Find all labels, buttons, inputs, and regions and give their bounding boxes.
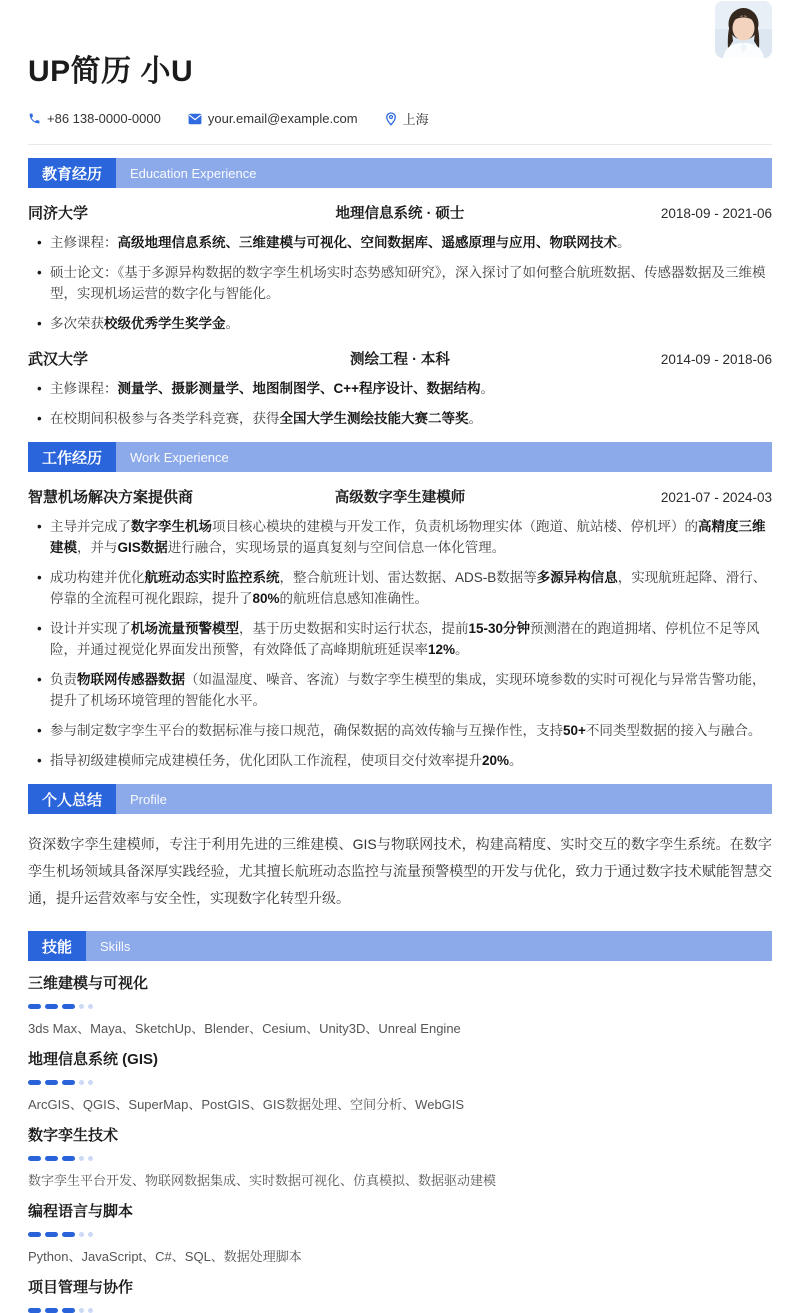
plain-text: 。	[509, 753, 523, 768]
plain-text: 主修课程：	[50, 235, 118, 250]
skill-detail: 3ds Max、Maya、SketchUp、Blender、Cesium、Unity3D、Unreal Engine	[28, 1021, 461, 1036]
section-header-skills	[28, 931, 772, 961]
level-filled-segment	[45, 1080, 58, 1085]
contact-phone-value: +86 138-0000-0000	[47, 111, 161, 126]
plain-text: 。	[480, 381, 495, 396]
level-empty-segment	[79, 1232, 84, 1237]
bullet-marker: •	[37, 381, 42, 396]
level-empty-segment	[79, 1080, 84, 1085]
work-organization: 智慧机场解决方案提供商	[28, 489, 194, 506]
plain-text: ，整合航班计划、雷达数据、ADS-B数据等	[279, 570, 537, 585]
skill-level-bar	[28, 1308, 772, 1313]
plain-text: ，并与	[77, 540, 118, 555]
emphasis-text: 数字孪生机场	[131, 519, 212, 534]
work-bullet-list	[28, 516, 772, 771]
bullet-text	[50, 408, 772, 429]
profile-summary: 资深数字孪生建模师，专注于利用先进的三维建模、GIS与物联网技术，构建高精度、实时交互的数字孪生系统。在数字孪生机场领域具备深厚实践经验，尤其擅长航班动态监控与流量预警模型的开发与优化，致力于通过数字技术赋能智慧交通，提升运营效率与安全性，实现数字化转型升级。	[28, 836, 772, 906]
plain-text: 预测潜在的跑道拥堵、停机位不足等风险，并通过视觉化界面发出预警，有效降低了高峰期航班延误率	[50, 621, 760, 657]
education-role: 测绘工程 · 本科	[350, 352, 450, 368]
plain-text: 设计并实现了	[50, 621, 131, 636]
plain-text: 参与制定数字孪生平台的数据标准与接口规范，确保数据的高效传输与互操作性，支持	[50, 723, 563, 738]
level-filled-segment	[62, 1156, 75, 1161]
plain-text: 硕士论文：《基于多源异构数据的数字孪生机场实时态势感知研究》，深入探讨了如何整合航班数据、传感器数据及三维模型，实现机场运营的数字化与智能化。	[50, 265, 766, 301]
section-title-zh: 个人总结	[28, 784, 116, 814]
education-bullet-list	[28, 232, 772, 334]
bullet-text	[50, 750, 772, 771]
emphasis-text: 高级地理信息系统、三维建模与可视化、空间数据库、遥感原理与应用、物联网技术	[117, 235, 617, 250]
level-filled-segment	[28, 1308, 41, 1313]
avatar-illustration	[715, 1, 772, 58]
level-empty-segment	[88, 1232, 93, 1237]
emphasis-text: 12%	[428, 642, 456, 657]
bullet-item	[28, 232, 772, 253]
bullet-item	[28, 378, 772, 399]
plain-text: 。	[468, 411, 482, 426]
emphasis-text: 物联网传感器数据	[77, 672, 185, 687]
plain-text: 项目核心模块的建模与开发工作，负责机场物理实体（跑道、航站楼、停机坪）的	[212, 519, 698, 534]
level-empty-segment	[88, 1004, 93, 1009]
plain-text: 指导初级建模师完成建模任务，优化团队工作流程，使项目交付效率提升	[50, 753, 482, 768]
education-dates: 2018-09 - 2021-06	[660, 206, 772, 221]
emphasis-text: 多源异构信息	[536, 570, 618, 585]
plain-text: 主导并完成了	[50, 519, 131, 534]
bullet-text	[50, 669, 772, 711]
phone-icon	[28, 112, 41, 125]
section-title-zh: 工作经历	[28, 442, 116, 472]
plain-text: 。	[455, 642, 469, 657]
level-empty-segment	[88, 1308, 93, 1313]
plain-text: 主修课程：	[50, 381, 118, 396]
contact-location-value: 上海	[402, 112, 429, 127]
skills-list	[28, 974, 772, 1313]
bullet-marker: •	[37, 316, 42, 331]
plain-text: 成功构建并优化	[50, 570, 145, 585]
bullet-text	[50, 313, 772, 334]
section-title-en: Work Experience	[116, 442, 772, 472]
emphasis-text: 全国大学生测绘技能大赛二等奖	[279, 411, 469, 426]
bullet-text	[50, 618, 772, 660]
bullet-marker: •	[37, 621, 42, 636]
bullet-text	[50, 720, 772, 741]
location-pin-icon	[385, 112, 397, 126]
plain-text: 多次荣获	[50, 316, 104, 331]
section-title-zh: 技能	[28, 931, 86, 961]
education-entry-header	[28, 348, 772, 369]
education-bullet-list	[28, 378, 772, 429]
bullet-item	[28, 750, 772, 771]
bullet-text	[50, 262, 772, 304]
section-header-profile	[28, 784, 772, 814]
level-empty-segment	[79, 1004, 84, 1009]
bullet-marker: •	[37, 570, 42, 585]
education-entry-header	[28, 202, 772, 223]
skill-detail: 数字孪生平台开发、物联网数据集成、实时数据可视化、仿真模拟、数据驱动建模	[28, 1173, 497, 1188]
plain-text: （如温湿度、噪音、客流）与数字孪生模型的集成，实现环境参数的实时可视化与异常告警功能，提升了机场环境管理的智能化水平。	[50, 672, 766, 708]
level-filled-segment	[62, 1004, 75, 1009]
section-title-zh: 教育经历	[28, 158, 116, 188]
level-empty-segment	[88, 1080, 93, 1085]
bullet-item	[28, 567, 772, 609]
level-filled-segment	[62, 1232, 75, 1237]
header-divider	[28, 144, 772, 145]
work-entry-header	[28, 486, 772, 507]
emphasis-text: 校级优秀学生奖学金	[104, 316, 226, 331]
education-list	[28, 202, 772, 429]
skill-block	[28, 974, 772, 1037]
plain-text: 负责	[50, 672, 77, 687]
work-dates: 2021-07 - 2024-03	[660, 490, 772, 505]
bullet-marker: •	[37, 753, 42, 768]
plain-text: 的航班信息感知准确性。	[279, 591, 429, 606]
level-filled-segment	[62, 1080, 75, 1085]
level-filled-segment	[28, 1004, 41, 1009]
emphasis-text: 测量学、摄影测量学、地图制图学、C++程序设计、数据结构	[117, 381, 481, 396]
bullet-marker: •	[37, 265, 42, 280]
bullet-item	[28, 516, 772, 558]
skill-level-bar	[28, 1004, 772, 1009]
skill-detail: Python、JavaScript、C#、SQL、数据处理脚本	[28, 1249, 302, 1264]
plain-text: 进行融合，实现场景的逼真复刻与空间信息一体化管理。	[167, 540, 506, 555]
bullet-text	[50, 232, 772, 253]
plain-text: 。	[225, 316, 239, 331]
contact-phone	[28, 111, 161, 126]
skill-level-bar	[28, 1156, 772, 1161]
work-role: 高级数字孪生建模师	[334, 490, 466, 506]
skill-level-bar	[28, 1080, 772, 1085]
education-organization: 同济大学	[28, 205, 89, 222]
education-dates: 2014-09 - 2018-06	[660, 352, 772, 367]
level-empty-segment	[79, 1156, 84, 1161]
plain-text: 。	[617, 235, 631, 250]
contact-row	[28, 109, 772, 128]
bullet-item	[28, 720, 772, 741]
level-filled-segment	[28, 1232, 41, 1237]
level-filled-segment	[45, 1156, 58, 1161]
bullet-text	[50, 567, 772, 609]
section-header-work	[28, 442, 772, 472]
contact-location	[385, 109, 429, 128]
page-title: UP简历 小U	[28, 55, 194, 88]
level-filled-segment	[28, 1156, 41, 1161]
bullet-text	[50, 516, 772, 558]
education-organization: 武汉大学	[28, 351, 89, 368]
skill-name: 三维建模与可视化	[28, 975, 149, 992]
plain-text: ，基于历史数据和实时运行状态，提前	[239, 621, 469, 636]
bullet-text	[50, 378, 772, 399]
skill-level-bar	[28, 1232, 772, 1237]
skill-block	[28, 1278, 772, 1313]
emphasis-text: 高精度三维建模	[50, 519, 766, 555]
bullet-marker: •	[37, 519, 42, 534]
emphasis-text: 80%	[252, 591, 280, 606]
level-filled-segment	[62, 1308, 75, 1313]
level-filled-segment	[28, 1080, 41, 1085]
envelope-icon	[188, 113, 202, 125]
plain-text: ，实现航班起降、滑行、停靠的全流程可视化跟踪，提升了	[50, 570, 767, 606]
bullet-marker: •	[37, 411, 42, 426]
skill-block	[28, 1202, 772, 1265]
plain-text: 不同类型数据的接入与融合。	[585, 723, 762, 738]
contact-email	[188, 111, 358, 126]
skill-block	[28, 1126, 772, 1189]
section-title-en: Skills	[86, 931, 772, 961]
bullet-item	[28, 618, 772, 660]
section-title-en: Profile	[116, 784, 772, 814]
bullet-marker: •	[37, 235, 42, 250]
emphasis-text: 机场流量预警模型	[131, 621, 239, 636]
bullet-item	[28, 408, 772, 429]
bullet-item	[28, 262, 772, 304]
skill-detail: ArcGIS、QGIS、SuperMap、PostGIS、GIS数据处理、空间分析、WebGIS	[28, 1097, 465, 1112]
work-list	[28, 486, 772, 771]
level-filled-segment	[45, 1308, 58, 1313]
skill-name: 项目管理与协作	[28, 1279, 134, 1296]
emphasis-text: 航班动态实时监控系统	[144, 570, 280, 585]
level-filled-segment	[45, 1004, 58, 1009]
section-title-en: Education Experience	[116, 158, 772, 188]
emphasis-text: GIS数据	[117, 540, 168, 555]
plain-text: 在校期间积极参与各类学科竞赛，获得	[50, 411, 280, 426]
emphasis-text: 20%	[482, 753, 510, 768]
education-role: 地理信息系统 · 硕士	[335, 206, 465, 222]
bullet-item	[28, 313, 772, 334]
bullet-marker: •	[37, 723, 42, 738]
skill-name: 数字孪生技术	[28, 1127, 119, 1144]
bullet-item	[28, 669, 772, 711]
section-header-education	[28, 158, 772, 188]
emphasis-text: 15-30分钟	[468, 621, 531, 636]
skill-name: 地理信息系统 (GIS)	[28, 1051, 158, 1068]
emphasis-text: 50+	[563, 723, 586, 738]
level-empty-segment	[88, 1156, 93, 1161]
skill-name: 编程语言与脚本	[28, 1203, 134, 1220]
contact-email-value: your.email@example.com	[207, 111, 358, 126]
level-empty-segment	[79, 1308, 84, 1313]
avatar	[715, 1, 772, 58]
bullet-marker: •	[37, 672, 42, 687]
resume-header	[28, 0, 772, 145]
skill-block	[28, 1050, 772, 1113]
level-filled-segment	[45, 1232, 58, 1237]
